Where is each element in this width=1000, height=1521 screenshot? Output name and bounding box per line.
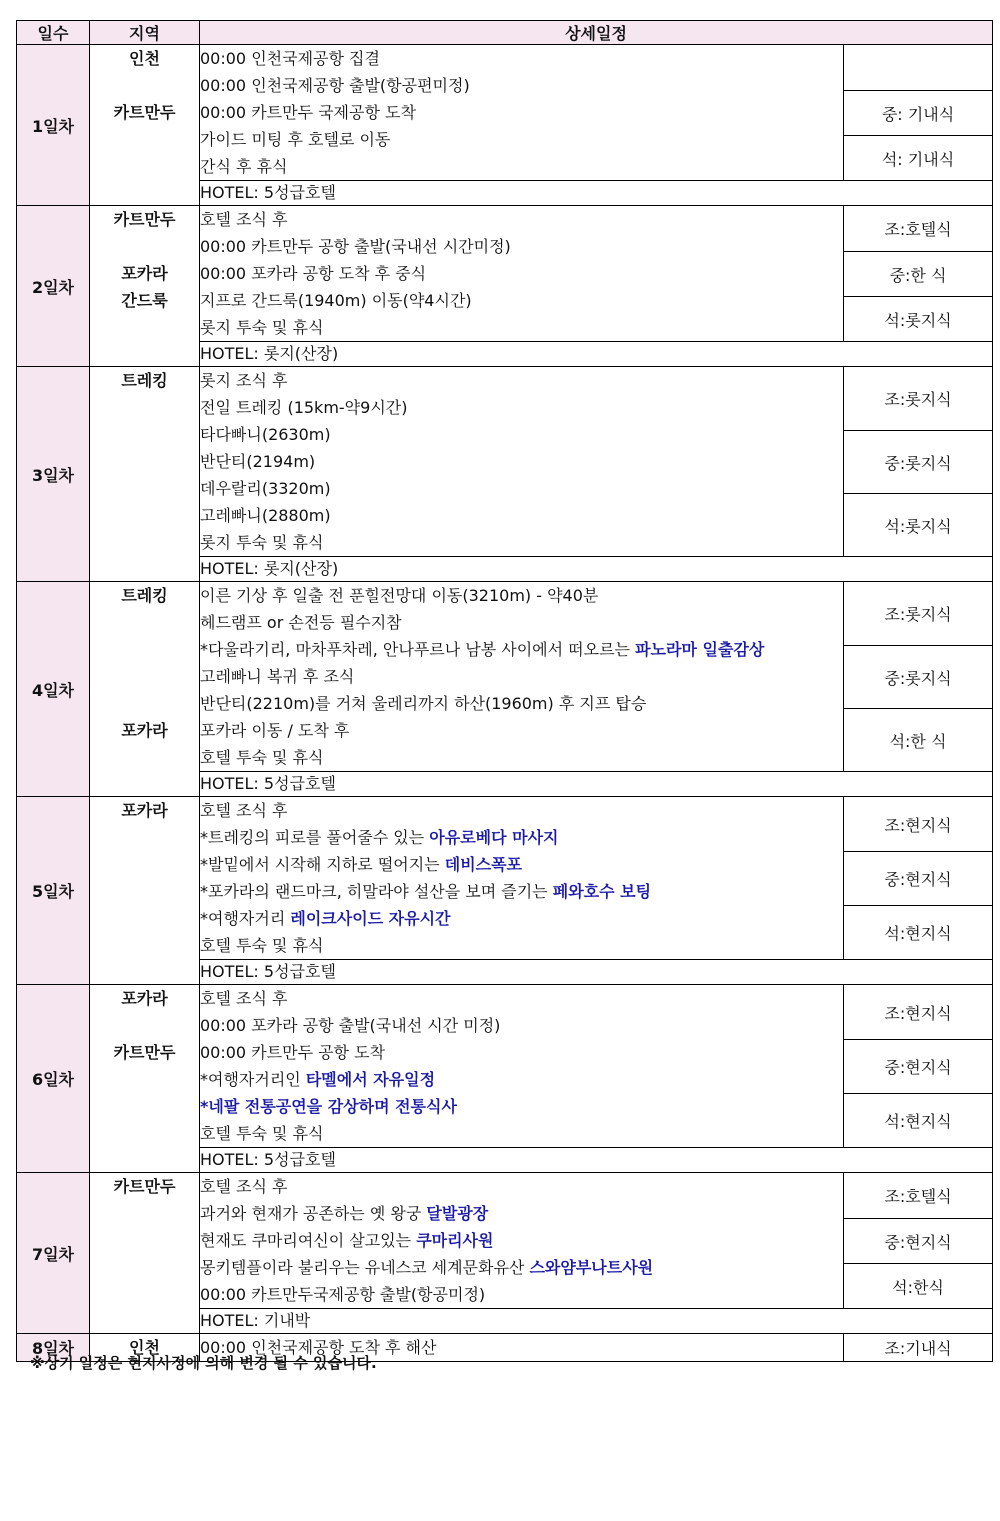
schedule-line: [200, 421, 843, 448]
schedule-line: [200, 824, 843, 851]
hotel-cell: HOTEL: 5성급호텔: [200, 960, 993, 985]
schedule-text: 과거와 현재가 공존하는 옛 왕궁: [200, 1204, 427, 1223]
schedule-text: *트레킹의 피로를 풀어줄수 있는: [200, 828, 430, 847]
itinerary-sheet: [16, 20, 992, 1362]
day-row: [17, 206, 993, 342]
schedule-line: [200, 126, 843, 153]
hotel-cell: HOTEL: 5성급호텔: [200, 772, 993, 797]
schedule-line: [200, 1120, 843, 1147]
meal-item: 조:롯지식: [884, 390, 952, 409]
schedule-line: [200, 1093, 843, 1120]
region-name: 포카라: [121, 264, 168, 283]
schedule-text: 롯지 투숙 및 휴식: [200, 318, 324, 337]
schedule-cell: [200, 206, 844, 342]
meal-item: 조:현지식: [884, 815, 952, 835]
schedule-line: [200, 1066, 843, 1093]
meal-item: 조:호텔식: [884, 1187, 952, 1206]
schedule-text: *포카라의 랜드마크, 히말라야 설산을 보며 즐기는: [200, 882, 553, 901]
highlight-text: 아유로베다 마사지: [429, 828, 559, 847]
schedule-cell: [200, 45, 844, 181]
schedule-text: 포카라 이동 / 도착 후: [200, 721, 350, 740]
schedule-text: 헤드램프 or 손전등 필수지참: [200, 613, 402, 632]
schedule-text: 호텔 조식 후: [200, 989, 288, 1008]
region-cell: [90, 45, 200, 206]
schedule-cell: [200, 797, 844, 960]
day-row: [17, 1173, 993, 1309]
schedule-line: [200, 609, 843, 636]
region-name: 트레킹: [121, 371, 168, 390]
schedule-text: 호텔 투숙 및 휴식: [200, 936, 324, 955]
meal-item: 중:롯지식: [844, 645, 992, 708]
day-row: [17, 985, 993, 1148]
hotel-cell: HOTEL: 5성급호텔: [200, 181, 993, 206]
schedule-line: [200, 690, 843, 717]
schedule-text: 고레빠니(2880m): [200, 506, 331, 525]
highlight-text: 레이크사이드 자유시간: [290, 909, 451, 928]
schedule-line: [200, 287, 843, 314]
day-label: 6일차: [17, 985, 90, 1173]
region-name: 포카라: [121, 801, 168, 820]
region-cell: [90, 797, 200, 985]
hotel-cell: HOTEL: 롯지(산장): [200, 557, 993, 582]
schedule-line: [200, 1039, 843, 1066]
schedule-text: 데우랄리(3320m): [200, 479, 331, 498]
region-name: 인천: [129, 49, 160, 68]
day-row: [17, 367, 993, 557]
meal-item: 중:현지식: [844, 851, 992, 905]
schedule-text: *발밑에서 시작해 지하로 떨어지는: [200, 855, 445, 874]
schedule-line: [200, 717, 843, 744]
meal-item: 중:현지식: [844, 1039, 992, 1093]
meal-item: 중: 기내식: [844, 90, 992, 135]
region-name: 포카라: [121, 989, 168, 1008]
schedule-text: 롯지 투숙 및 휴식: [200, 533, 324, 552]
highlight-text: 스와얌부나트사원: [529, 1258, 654, 1277]
meal-item: 중:현지식: [844, 1218, 992, 1263]
day-row: [17, 582, 993, 772]
schedule-text: 00:00 포카라 공항 출발(국내선 시간 미정): [200, 1016, 501, 1035]
meal-cell: [844, 797, 993, 960]
schedule-text: 현재도 쿠마리여신이 살고있는: [200, 1231, 417, 1250]
schedule-line: [200, 314, 843, 341]
hotel-cell: HOTEL: 롯지(산장): [200, 342, 993, 367]
schedule-text: 00:00 카트만두국제공항 출발(항공미정): [200, 1285, 486, 1304]
region-name: [90, 609, 199, 636]
schedule-text: 가이드 미팅 후 호텔로 이동: [200, 130, 391, 149]
day-label: 2일차: [17, 206, 90, 367]
schedule-line: [200, 448, 843, 475]
region-cell: [90, 206, 200, 367]
meal-cell: [844, 985, 993, 1148]
schedule-line: [200, 905, 843, 932]
day-label: 7일차: [17, 1173, 90, 1334]
region-cell: [90, 985, 200, 1173]
highlight-text: *네팔 전통공연을 감상하며 전통식사: [200, 1097, 457, 1116]
region-name: [90, 636, 199, 663]
schedule-line: [200, 45, 843, 72]
schedule-text: 호텔 투숙 및 휴식: [200, 1124, 324, 1143]
schedule-text: 00:00 카트만두 국제공항 도착: [200, 103, 416, 122]
schedule-text: 롯지 조식 후: [200, 371, 288, 390]
highlight-text: 데비스폭포: [444, 855, 523, 874]
region-cell: [90, 582, 200, 797]
schedule-text: 타다빠니(2630m): [200, 425, 331, 444]
region-name: 카트만두: [113, 103, 176, 122]
meal-item: [844, 45, 992, 90]
meal-item: 석:한식: [844, 1263, 992, 1308]
meal-item: 석: 기내식: [844, 135, 992, 180]
region-name: 간드룩: [121, 291, 168, 310]
schedule-text: 00:00 인천국제공항 도착 후 해산: [200, 1338, 437, 1357]
schedule-text: 몽키템플이라 불리우는 유네스코 세계문화유산: [200, 1258, 530, 1277]
region-name: 카트만두: [113, 210, 176, 229]
highlight-text: 타멜에서 자유일정: [305, 1070, 436, 1089]
schedule-cell: [200, 582, 844, 772]
schedule-line: [200, 153, 843, 180]
meal-cell: [844, 45, 993, 181]
header-details: 상세일정: [200, 21, 993, 45]
schedule-change-note: ※상기 일정은 현지사정에 의해 변경 될 수 있습니다.: [30, 1354, 377, 1372]
schedule-line: [200, 1200, 843, 1227]
schedule-line: [200, 582, 843, 609]
day-label: 1일차: [17, 45, 90, 206]
schedule-text: 간식 후 휴식: [200, 157, 288, 176]
meal-item: 석:현지식: [844, 905, 992, 959]
schedule-text: 00:00 인천국제공항 출발(항공편미정): [200, 76, 470, 95]
region-name: [90, 663, 199, 690]
meal-cell: [844, 367, 993, 557]
schedule-line: [200, 1012, 843, 1039]
schedule-line: [200, 502, 843, 529]
day-label: 5일차: [17, 797, 90, 985]
schedule-cell: [200, 985, 844, 1148]
header-day: 일수: [17, 21, 90, 45]
meal-item: 중:한 식: [844, 251, 992, 296]
highlight-text: 쿠마리사원: [416, 1231, 494, 1250]
schedule-line: [200, 394, 843, 421]
schedule-line: [200, 1281, 843, 1308]
schedule-line: [200, 206, 843, 233]
meal-item: 조:현지식: [884, 1003, 952, 1023]
schedule-line: [200, 233, 843, 260]
schedule-text: 전일 트레킹 (15km-약9시간): [200, 398, 408, 417]
schedule-text: 호텔 조식 후: [200, 801, 288, 820]
header-row: [17, 21, 993, 45]
meal-item: 석:롯지식: [844, 493, 992, 556]
region-name: 카트만두: [113, 1177, 176, 1196]
schedule-line: [200, 99, 843, 126]
schedule-text: 00:00 카트만두 공항 출발(국내선 시간미정): [200, 237, 511, 256]
schedule-line: [200, 72, 843, 99]
meal-item: 석:롯지식: [844, 296, 992, 341]
schedule-line: [200, 1173, 843, 1200]
meal-item: 석:현지식: [844, 1093, 992, 1147]
meal-cell: [844, 1173, 993, 1309]
schedule-line: [200, 851, 843, 878]
region-name: [90, 233, 199, 260]
hotel-cell: HOTEL: 기내박: [200, 1309, 993, 1334]
schedule-line: [200, 744, 843, 771]
meal-cell: [844, 582, 993, 772]
schedule-text: *여행자거리인: [200, 1070, 306, 1089]
day-label: 4일차: [17, 582, 90, 797]
schedule-text: 00:00 포카라 공항 도착 후 중식: [200, 264, 427, 283]
schedule-line: [200, 1227, 843, 1254]
itinerary-table: [16, 20, 993, 1362]
highlight-text: 페와호수 보팅: [552, 882, 652, 901]
meal-item: 조:기내식: [884, 1339, 952, 1358]
day-label: 8일차: [17, 1334, 90, 1362]
region-name: 포카라: [121, 721, 168, 740]
schedule-line: [200, 529, 843, 556]
schedule-text: 00:00 인천국제공항 집결: [200, 49, 380, 68]
highlight-text: 파노라마 일출감상: [635, 640, 765, 659]
day-row: [17, 797, 993, 960]
region-name: [90, 72, 199, 99]
schedule-text: 호텔 투숙 및 휴식: [200, 748, 324, 767]
region-name: [90, 1012, 199, 1039]
meal-item: 중:롯지식: [844, 430, 992, 493]
region-name: 카트만두: [113, 1043, 176, 1062]
schedule-text: *여행자거리: [200, 909, 291, 928]
schedule-line: [200, 932, 843, 959]
schedule-text: 반단티(2194m): [200, 452, 316, 471]
schedule-text: 호텔 조식 후: [200, 210, 288, 229]
schedule-line: [200, 797, 843, 824]
meal-item: 조:롯지식: [884, 605, 952, 624]
highlight-text: 달발광장: [426, 1204, 489, 1223]
header-region: 지역: [90, 21, 200, 45]
schedule-text: 이른 기상 후 일출 전 푼힐전망대 이동(3210m) - 약40분: [200, 586, 599, 605]
meal-cell: [844, 206, 993, 342]
schedule-line: [200, 878, 843, 905]
schedule-text: 호텔 조식 후: [200, 1177, 288, 1196]
schedule-text: 반단티(2210m)를 거쳐 울레리까지 하산(1960m) 후 지프 탑승: [200, 694, 647, 713]
schedule-text: 고레빠니 복귀 후 조식: [200, 667, 355, 686]
region-name: [90, 690, 199, 717]
day-label: 3일차: [17, 367, 90, 582]
schedule-line: [200, 260, 843, 287]
region-name: 트레킹: [121, 586, 168, 605]
meal-item: 조:호텔식: [884, 220, 952, 239]
itinerary-body: [17, 45, 993, 1362]
meal-cell: [844, 1334, 993, 1362]
region-name: 인천: [129, 1338, 160, 1357]
hotel-cell: HOTEL: 5성급호텔: [200, 1148, 993, 1173]
schedule-text: 지프로 간드룩(1940m) 이동(약4시간): [200, 291, 472, 310]
schedule-line: [200, 985, 843, 1012]
schedule-cell: [200, 367, 844, 557]
schedule-line: [200, 475, 843, 502]
region-cell: [90, 367, 200, 582]
schedule-line: [200, 663, 843, 690]
schedule-line: [200, 1254, 843, 1281]
region-cell: [90, 1173, 200, 1334]
schedule-cell: [200, 1173, 844, 1309]
day-row: [17, 45, 993, 181]
schedule-line: [200, 367, 843, 394]
schedule-line: [200, 636, 843, 663]
schedule-text: 00:00 카트만두 공항 도착: [200, 1043, 386, 1062]
meal-item: 석:한 식: [844, 708, 992, 771]
schedule-text: *다울라기리, 마차푸차레, 안나푸르나 남봉 사이에서 떠오르는: [200, 640, 636, 659]
